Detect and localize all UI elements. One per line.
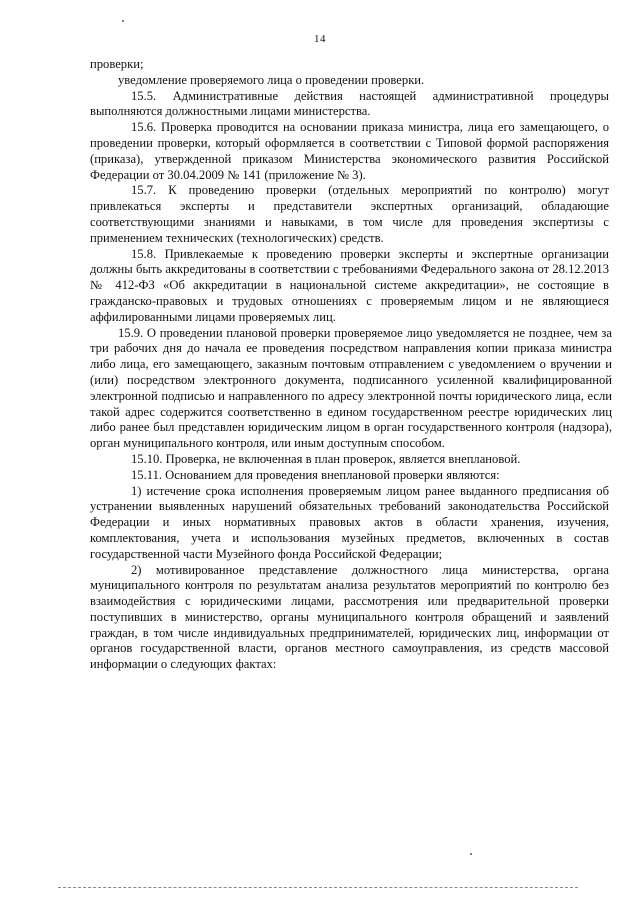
document-body	[90, 57, 612, 673]
paragraph-15-7: 15.7. К проведению проверки (отдельных мероприятий по контролю) могут привлекаться эксперты и представители экспертных организаций, обладающие соответствующими знаниями и навыками, в том числе для проведения экспертизы с применением технических (технологических) средств.	[90, 183, 609, 245]
paragraph-15-5: 15.5. Административные действия настоящей административной процедуры выполняются должностными лицами министерства.	[90, 88, 609, 119]
paragraph-continuation: проверки;	[90, 57, 144, 71]
paragraph-15-11-item-2: 2) мотивированное представление должностного лица министерства, органа муниципального контроля по результатам анализа результатов мероприятий по контролю без взаимодействия с юридическими лицами, рассмотрения или предварительной проверки поступивших в министерство, органы муниципального контроля обращений и заявлений граждан, в том числе индивидуальных предпринимателей, юридических лиц, информации от органов государственной власти, органов местного самоуправления, из средств массовой информации о следующих фактах:	[90, 562, 609, 672]
paragraph-15-10: 15.10. Проверка, не включенная в план проверок, является внеплановой.	[131, 451, 521, 466]
paragraph-15-6: 15.6. Проверка проводится на основании приказа министра, лица его замещающего, о проведении проверки, который оформляется в соответствии с Типовой формой распоряжения (приказа), утвержденной приказом Министерства экономического развития Российской Федерации от 30.04.2009 № 141 (приложение № 3).	[90, 120, 609, 182]
paragraph-15-11: 15.11. Основанием для проведения внеплановой проверки являются:	[131, 467, 500, 482]
page-number: 14	[314, 33, 326, 45]
paragraph-15-8: 15.8. Привлекаемые к проведению проверки эксперты и экспертные организации должны быть аккредитованы в соответствии с требованиями Федерального закона от 28.12.2013 № 412-ФЗ «Об аккредитации в национальной системе аккредитации», не состоящие в гражданско-правовых и трудовых отношениях с проверяемым лицом и не являющиеся аффилированными лицами проверяемых лиц.	[90, 246, 609, 324]
scan-speck	[122, 20, 124, 22]
paragraph-notification-item: уведомление проверяемого лица о проведении проверки.	[118, 72, 425, 87]
paragraph-15-9: 15.9. О проведении плановой проверки проверяемое лицо уведомляется не позднее, чем за три рабочих дня до начала ее проведения посредством направления копии приказа министра либо лица, его замещающего, заказным почтовым отправлением с уведомлением о вручении и (или) посредством электронного документа, подписанного усиленной квалифицированной электронной подписью и направленного по адресу электронной почты юридического лица, если такой адрес содержится соответственно в едином государственном реестре юридических лиц либо ранее был представлен юридическим лицом в орган государственного контроля (надзора), орган муниципального контроля, или иным доступным способом.	[90, 325, 612, 451]
paragraph-15-11-item-1: 1) истечение срока исполнения проверяемым лицом ранее выданного предписания об устранении выявленных нарушений обязательных требований законодательства Российской Федерации и иных нормативных правовых актов в области хранения, изучения, комплектования, учета и использования музейных предметов, включенных в состав государственной части Музейного фонда Российской Федерации;	[90, 483, 609, 561]
scan-speck	[470, 853, 472, 855]
scan-edge-line	[58, 887, 578, 888]
